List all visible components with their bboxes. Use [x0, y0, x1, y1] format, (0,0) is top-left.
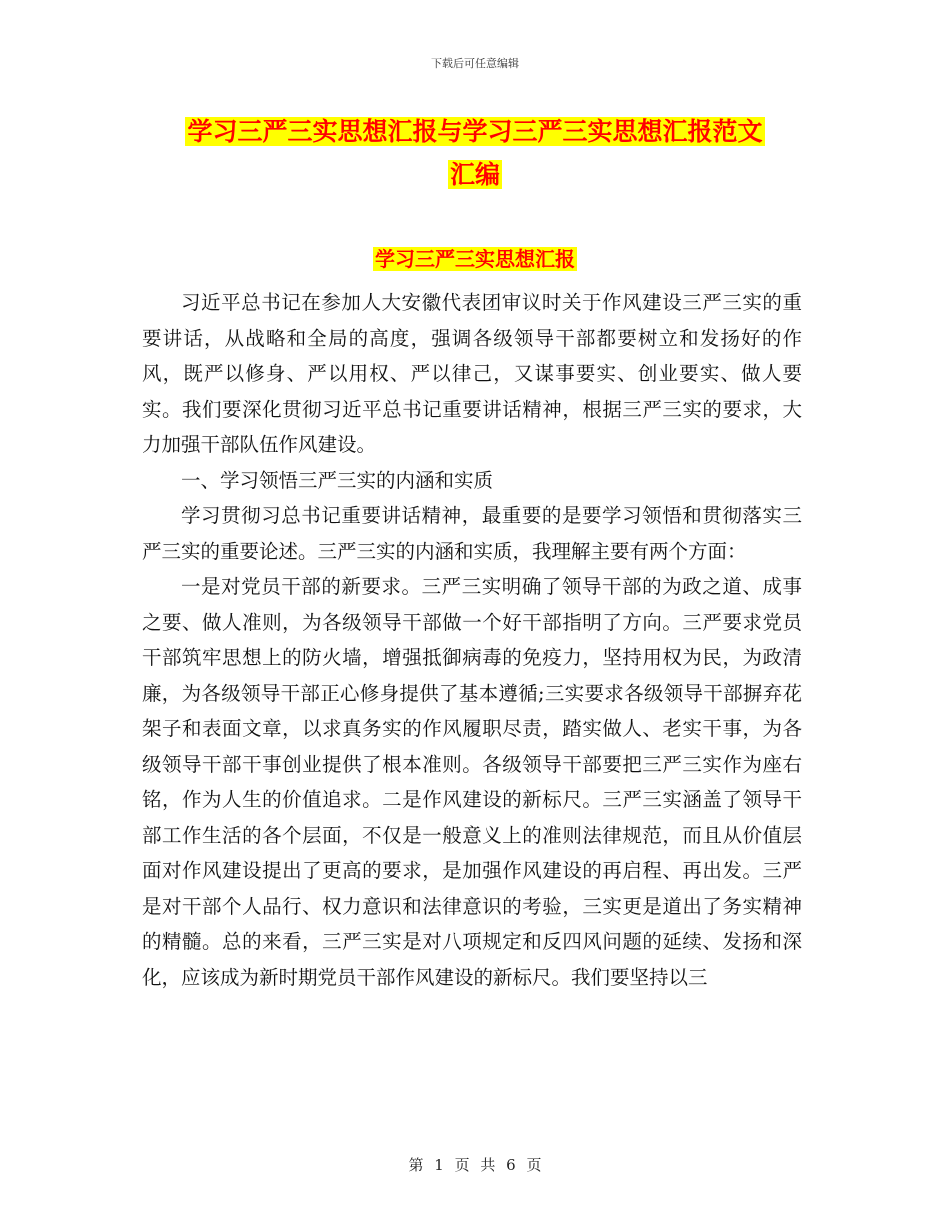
- subtitle-text: 学习三严三实思想汇报: [375, 247, 575, 271]
- header-note: 下载后可任意编辑: [431, 57, 519, 70]
- page-footer: 第 1 页 共 6 页: [408, 1156, 542, 1174]
- document-title: [140, 110, 810, 196]
- document-body: [142, 285, 802, 995]
- paragraph: 学习贯彻习总书记重要讲话精神，最重要的是要学习领悟和贯彻落实三严三实的重要论述。三严三实的内涵和实质，我理解主要有两个方面：: [142, 504, 802, 563]
- paragraph: 一是对党员干部的新要求。三严三实明确了领导干部的为政之道、成事之要、做人准则，为各级领导干部做一个好干部指明了方向。三严要求党员干部筑牢思想上的防火墙，增强抵御病毒的免疫力，坚持用权为民，为政清廉，为各级领导干部正心修身提供了基本遵循;三实要求各级领导干部摒弃花架子和表面文章，以求真务实的作风履职尽责，踏实做人、老实干事，为各级领导干部干事创业提供了根本准则。各级领导干部要把三严三实作为座右铭，作为人生的价值追求。二是作风建设的新标尺。三严三实涵盖了领导干部工作生活的各个层面，不仅是一般意义上的准则法律规范，而且从价值层面对作风建设提出了更高的要求，是加强作风建设的再启程、再出发。三严是对干部个人品行、权力意识和法律意识的考验，三实更是道出了务实精神的精髓。总的来看，三严三实是对八项规定和反四风问题的延续、发扬和深化，应该成为新时期党员干部作风建设的新标尺。我们要坚持以三: [142, 575, 802, 989]
- section-subtitle: [0, 244, 950, 274]
- title-line-1: 学习三严三实思想汇报与学习三严三实思想汇报范文: [187, 117, 763, 146]
- title-line-2: 汇编: [449, 160, 500, 189]
- paragraph: 习近平总书记在参加人大安徽代表团审议时关于作风建设三严三实的重要讲话，从战略和全局的高度，强调各级领导干部都要树立和发扬好的作风，既严以修身、严以用权、严以律己，又谋事要实、创业要实、做人要实。我们要深化贯彻习近平总书记重要讲话精神，根据三严三实的要求，大力加强干部队伍作风建设。: [142, 291, 802, 456]
- paragraph-heading: 一、学习领悟三严三实的内涵和实质: [181, 468, 494, 492]
